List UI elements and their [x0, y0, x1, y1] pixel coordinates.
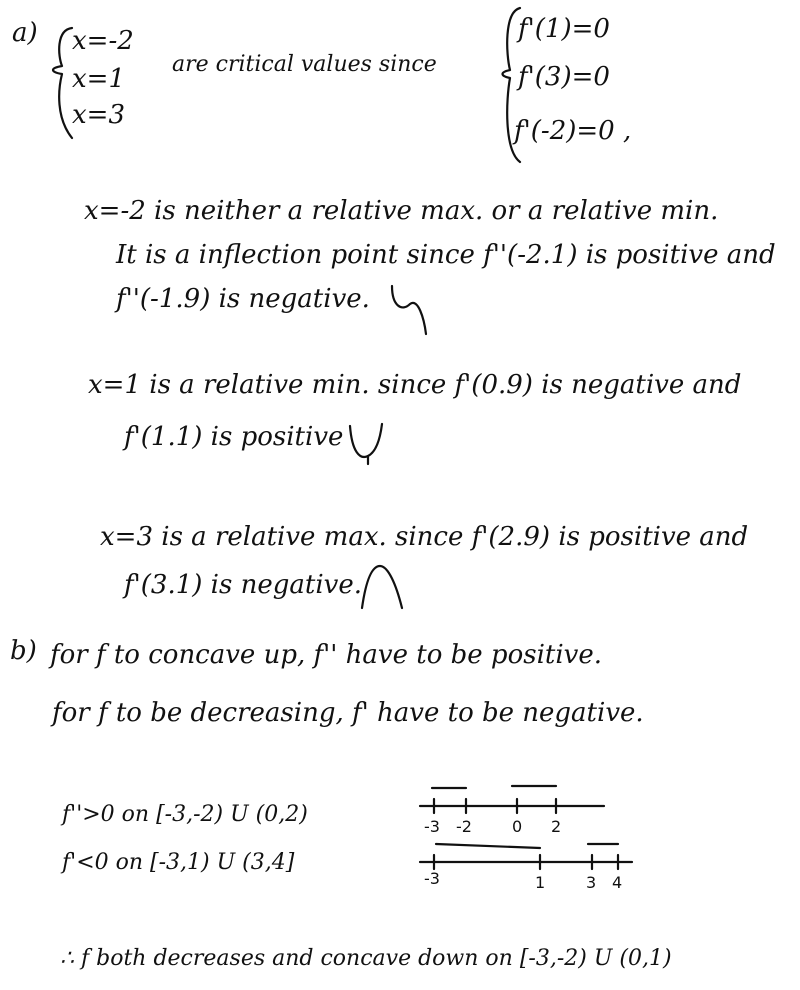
derivative-condition-2: f'(3)=0 [518, 62, 610, 92]
derivative-condition-3: f'(-2)=0 , [514, 116, 632, 146]
nl1-tick-label: -3 [424, 817, 440, 836]
point2-line1: x=1 is a relative min. since f'(0.9) is negative and [88, 370, 742, 400]
nl1-tick-label: 2 [551, 817, 562, 836]
inequality-decreasing: f'<0 on [-3,1) U (3,4] [62, 850, 295, 875]
conclusion: ∴ f both decreases and concave down on [-3,-2) U (0,1) [60, 946, 672, 971]
point1-line1: x=-2 is neither a relative max. or a relative min. [84, 196, 719, 226]
part-b-line1: for f to concave up, f'' have to be positive. [50, 640, 602, 670]
inequality-concave-up: f''>0 on [-3,-2) U (0,2) [62, 802, 308, 827]
critical-value-3: x=3 [72, 100, 125, 130]
point2-line2: f'(1.1) is positive [124, 422, 344, 452]
critical-value-2: x=1 [72, 64, 125, 94]
part-b-label: b) [10, 636, 37, 666]
nl2-tick-label: -3 [424, 869, 440, 888]
nl2-tick-label: 3 [586, 873, 597, 892]
critical-value-1: x=-2 [72, 26, 134, 56]
nl1-tick-label: 0 [512, 817, 523, 836]
nl2-tick-label: 1 [535, 873, 546, 892]
nl1-tick-label: -2 [456, 817, 472, 836]
part-a-label: a) [12, 18, 38, 48]
part-b-line2: for f to be decreasing, f' have to be negative. [52, 698, 644, 728]
point1-line3: f''(-1.9) is negative. [116, 284, 370, 314]
nl2-tick-label: 4 [612, 873, 623, 892]
point3-line1: x=3 is a relative max. since f'(2.9) is positive and [100, 522, 749, 552]
critical-values-text: are critical values since [172, 52, 437, 77]
derivative-condition-1: f'(1)=0 [518, 14, 610, 44]
point1-line2: It is a inflection point since f''(-2.1) is positive and [116, 240, 776, 270]
point3-line2: f'(3.1) is negative. [124, 570, 362, 600]
